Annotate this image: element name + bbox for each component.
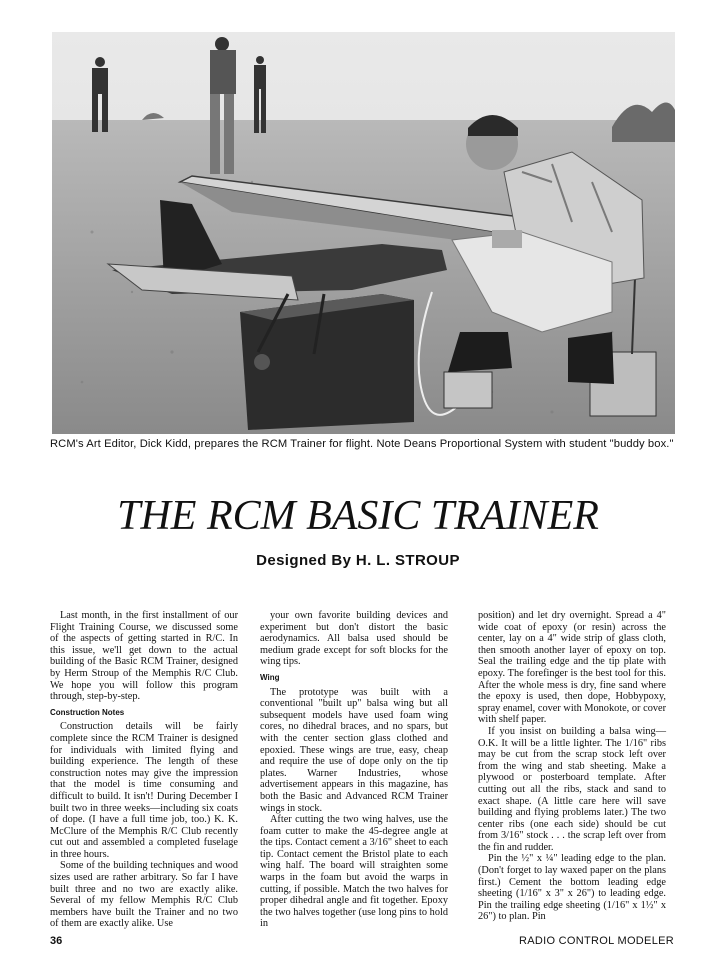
magazine-name: RADIO CONTROL MODELER: [518, 935, 674, 947]
paragraph: The prototype was built with a conventional "built up" balsa wing but all subsequent models have used foam wing cores, no dihedral braces, and no spars, but with the center section glass clothed and epoxied. These wings are true, easy, cheap and require the use of dope only on the tip plates. Warner Industries, whose advertisement appears in this magazine, has both the Basic and Advanced RCM Trainer wings in stock.: [260, 686, 448, 814]
article-photo: [52, 32, 675, 434]
photo-image: [52, 32, 675, 434]
paragraph: your own favorite building devices and experiment but don't distort the basic aerodynamics. All balsa used should be medium grade except for soft blocks for the wing tips.: [260, 610, 448, 668]
article-byline: Designed By H. L. STROUP: [256, 552, 460, 569]
paragraph: position) and let dry overnight. Spread a 4" wide coat of epoxy (or resin) across the center, lay on a 4" wide strip of glass cloth, then smooth another layer of epoxy on top. Seal the trailing edge and the tip plate with epoxy. The forefinger is the best tool for this. After the whole mess is dry, fine sand where the epoxy is used, then dope, Hobbypoxy, spray enamel, cover with Monokote, or cover with shelf paper.: [478, 610, 666, 726]
text-column-2: [260, 610, 448, 930]
article-title: THE RCM BASIC TRAINER: [117, 493, 599, 539]
paragraph: Construction details will be fairly complete since the RCM Trainer is designed for individuals with limited flying and building experience. The length of these construction notes may give the impression that the model is time consuming and difficult to build. It isn't! During December I built two in three weeks—including six coats of dope. (I have a full time job, too.) K. K. McClure of the Memphis R/C Club recently cut out and assembled a completed fuselage in three hours.: [50, 721, 238, 860]
paragraph: Some of the building techniques and wood sizes used are rather arbitrary. So far I have built three and no two are exactly alike. Several of my fellow Memphis R/C Club members have built the Trainer and no two of them are exactly alike. Use: [50, 860, 238, 930]
photo-caption: RCM's Art Editor, Dick Kidd, prepares the RCM Trainer for flight. Note Deans Proportional System with student "buddy box.": [50, 438, 674, 450]
paragraph: If you insist on building a balsa wing—O.K. It will be a little lighter. The 1/16" ribs may be cut from the scrap stock left over from the wing and stab sheeting. Make a plywood or posterboard template. After cutting out all the ribs, stack and sand to exact shape. (A little care here will save building and flying problems later.) The two center ribs (one each side) should be cut from 3/16" stock . . . the scrap left over from the fin and rudder.: [478, 725, 666, 853]
section-heading: Construction Notes: [50, 707, 125, 717]
text-column-1: [50, 610, 238, 930]
paragraph: Last month, in the first installment of our Flight Training Course, we discussed some of the aspects of getting started in R/C. In this issue, we'll get down to the actual building of the Basic RCM Trainer, designed by Herm Stroup of the Memphis R/C Club. We hope you will follow this program through, step-by-step.: [50, 610, 238, 703]
paragraph: After cutting the two wing halves, use the foam cutter to make the 45-degree angle at the tips. Contact cement a 3/16" sheet to each tip. Contact cement the Bristol plate to each wing half. The board will straighten some warps in the foam but avoid the warps in cutting, if possible. Match the two halves for proper dihedral angle and fit together. Epoxy the two halves together (use long pins to hold in: [260, 814, 448, 930]
text-column-3: [478, 610, 666, 923]
page-number: 36: [50, 935, 63, 947]
section-heading: Wing: [260, 672, 280, 682]
paragraph: Pin the ½" x ¼" leading edge to the plan. (Don't forget to lay waxed paper on the plans first.) Cement the bottom leading edge sheeting (1/16" x 3" x 26") to leading edge. Pin the trailing edge sheeting (1/16" x 1½" x 26") to plan. Pin: [478, 853, 666, 923]
